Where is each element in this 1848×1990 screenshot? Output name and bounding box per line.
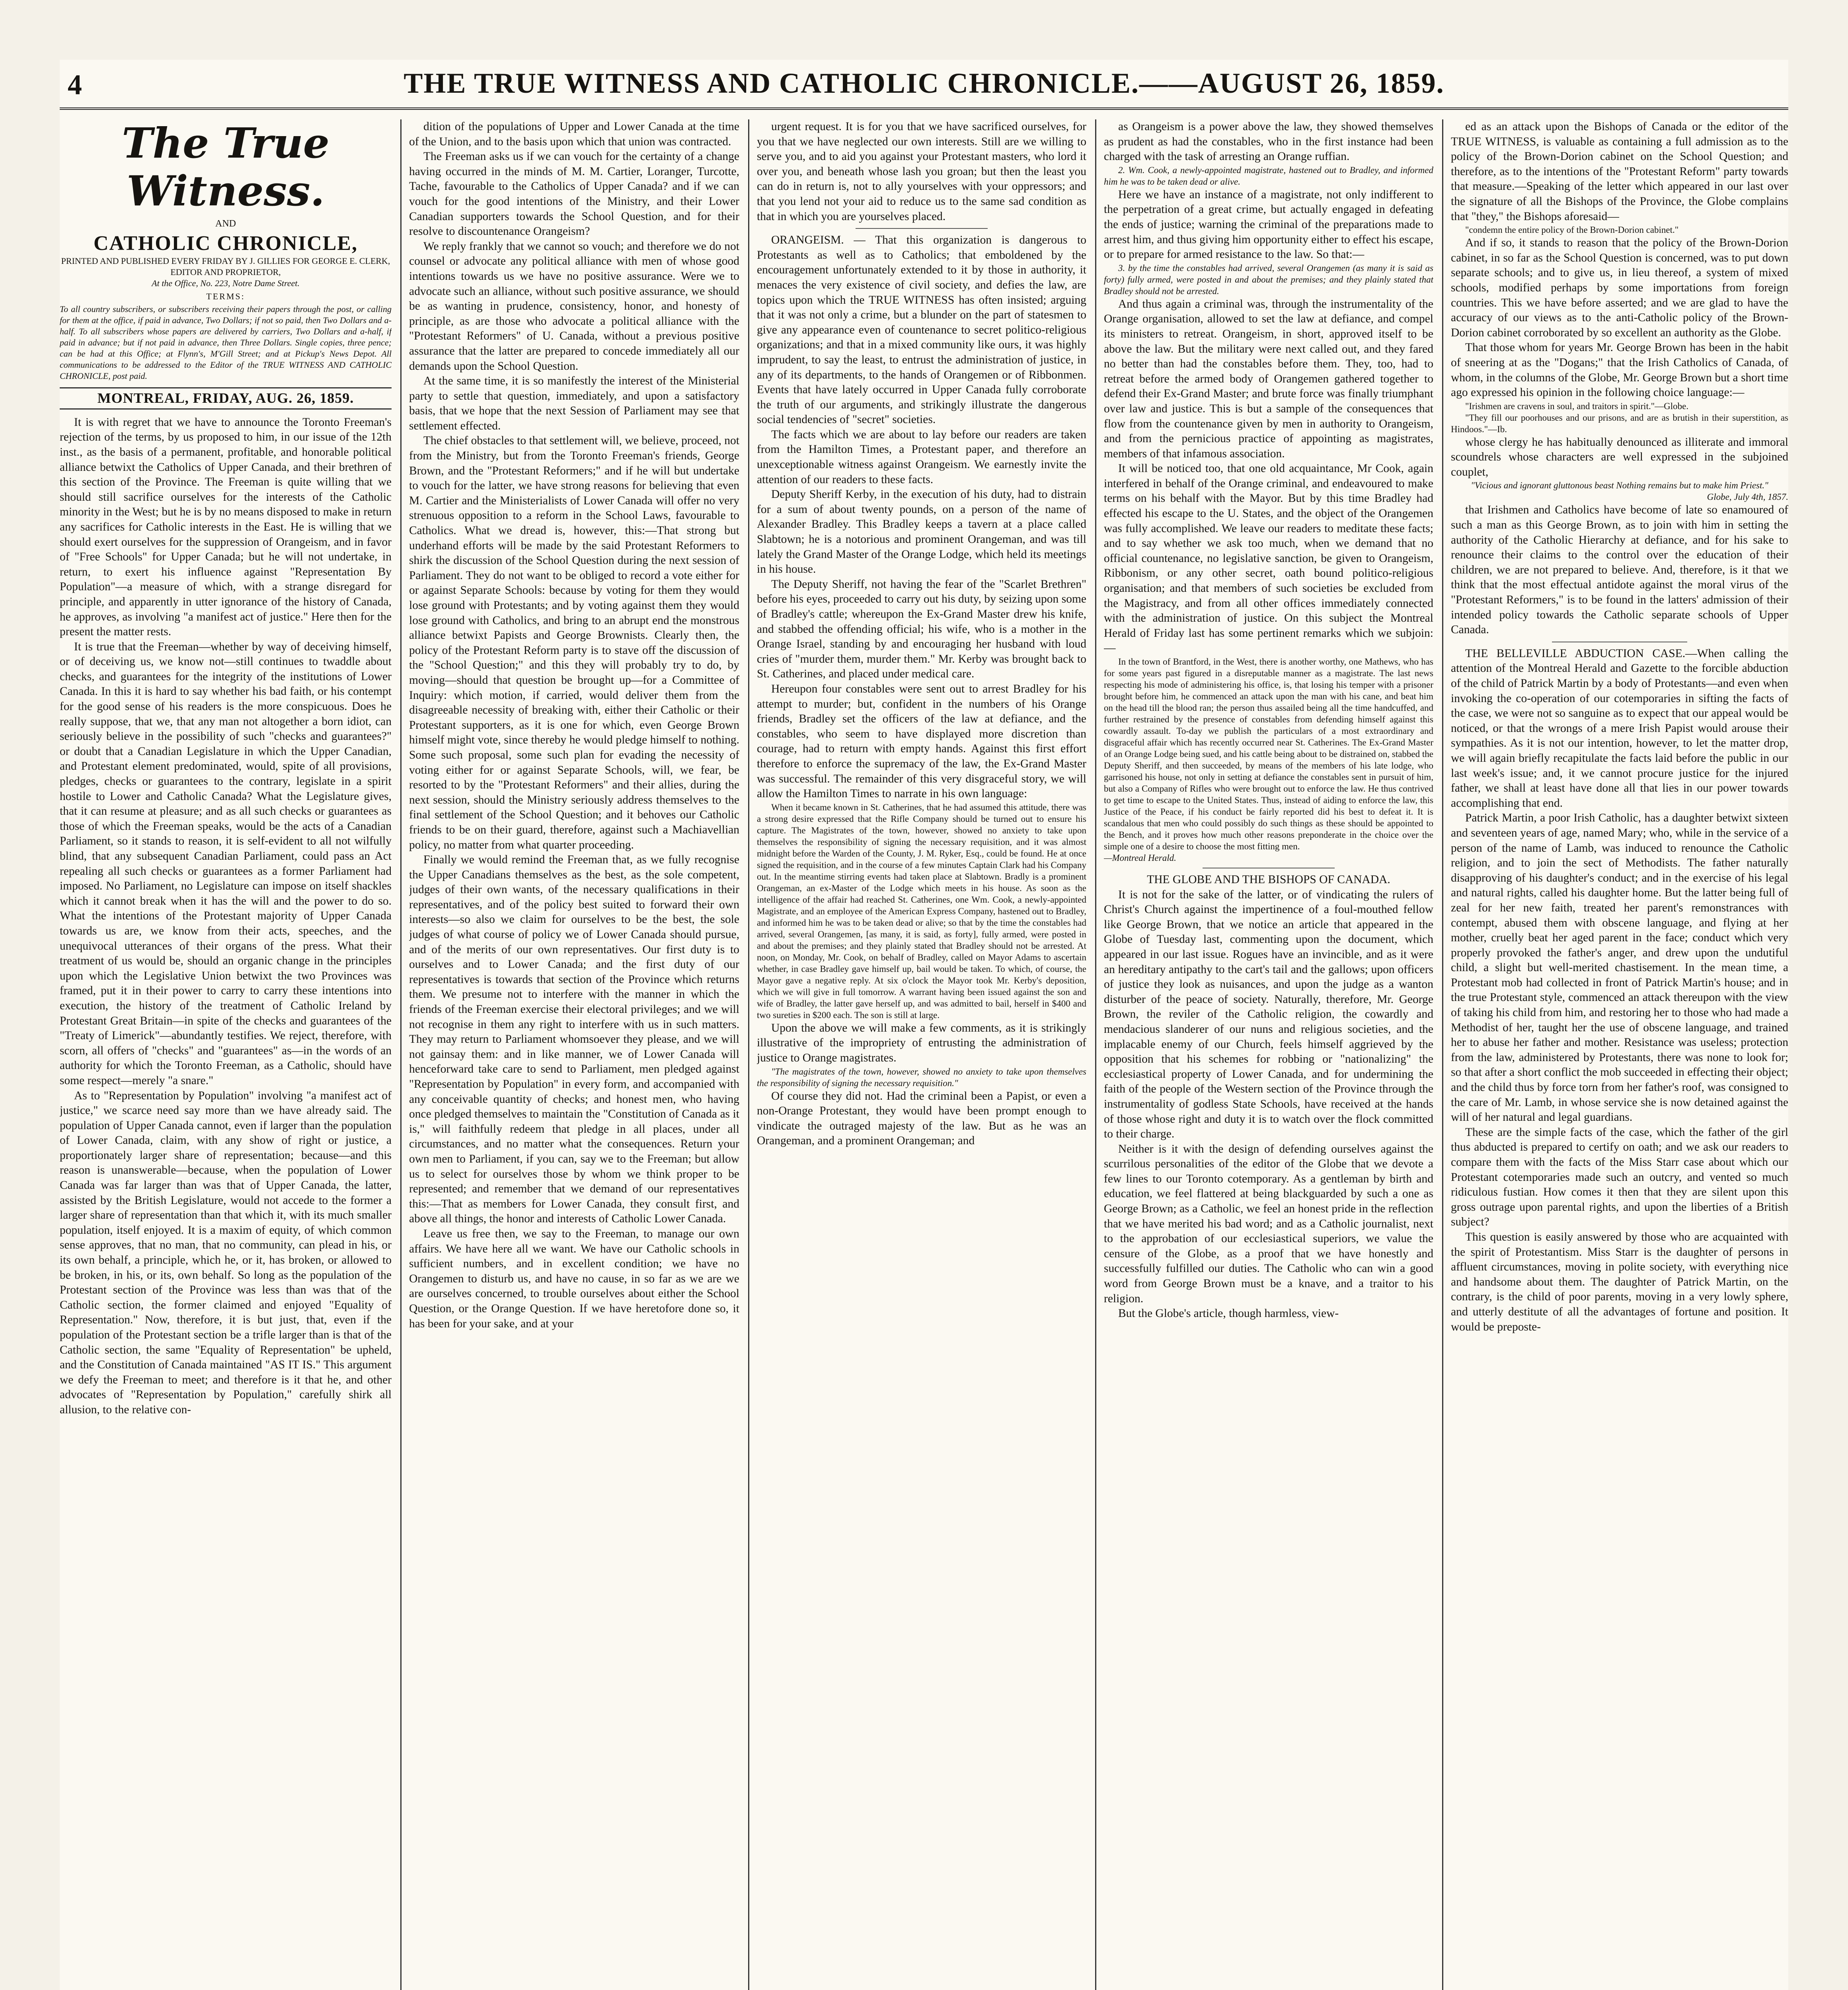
paragraph: The Freeman asks us if we can vouch for the certainty of a change having occurred in the minds of M. M. Cartier, Loranger, Turcotte, Tache, favourable to the Catholics of Upper Canada? and if we can vouch for the good intentions of the Ministry, and their Lower Canadian supporters towards the School Question, and for their resolve to discountenance Orangeism? [409,150,739,238]
paragraph: And if so, it stands to reason that the policy of the Brown-Dorion cabinet, in so far as the School Question is concerned, was to put down separate schools; and to give us, in lieu thereof, a system of mixed schools, modified perhaps by some importations from foreign countries. This we have before asserted; and we are glad to have the accuracy of our views as to the anti-Catholic policy of the Brown-Dorion cabinet corroborated by so excellent an authority as the Globe. [1451,236,1788,339]
paragraph: Leave us free then, we say to the Freeman, to manage our own affairs. We have here all we want. We have our Catholic schools in sufficient numbers, and in excellent condition; we have no Orangemen to disturb us, and have no cause, in so far as we are we are ourselves concerned, to trouble ourselves about either the School Question, or the Orange Question. If we have heretofore done so, it has been for your sake, and at your [409,1227,739,1330]
paragraph: It is with regret that we have to announce the Toronto Freeman's rejection of the terms, by us proposed to him, in our issue of the 12th inst., as the basis of a permanent, profitable, and honorable political alliance betwixt the Catholics of Upper Canada, and their brethren of this section of the Province. The Freeman is quite willing that we should still sacrifice ourselves for the interests of the Catholic minority in the West; but he is by no means disposed to make in return any sacrifices for Catholic interests in the East. He is willing that we should exert ourselves for the suppression of Orangeism, and in favor of "Free Schools" for Upper Canada; but he will not undertake, in return, to exert his influence against "Representation By Population"—a measure of which, with a strange disregard for principle, and apparently in utter ignorance of the history of Canada, he approves, as involving "a manifest act of justice." Here then for the present the matter rests. [60,416,392,638]
quoted-extract: "condemn the entire policy of the Brown-Dorion cabinet." [1465,225,1679,235]
paragraph: ORANGEISM. — That this organization is dangerous to Protestants as well as to Catholics; that emboldened by the encouragement unfortunately extended to it by those in authority, it menaces the very existence of civil society, and defies the law, are topics upon which the TRUE WITNESS has often insisted; arguing that it was not only a crime, but a blunder on the part of statesmen to give any appearance even of countenance to secret politico-religious organizations; and that in a mixed community like ours, it was highly imprudent, to say the least, to entrust the administration of justice, in any of its departments, to the hands of Orangemen or of Ribbonmen. Events that have lately occurred in Upper Canada fully corroborate the truth of our arguments, and strikingly illustrate the dangerous social tendencies of "secret" societies. [757,234,1086,426]
quoted-extract: 3. by the time the constables had arrived, several Orangemen (as many it is said as forty) fully armed, were posted in and about the premises; and they plainly stated that Bradley should not be arrested. [1104,263,1433,296]
divider [856,228,987,229]
page-header [60,60,1788,110]
paragraph: It is true that the Freeman—whether by way of deceiving himself, or of deceiving us, we know not—still continues to twaddle about checks, and guarantees for the integrity of the institutions of Lower Canada. In this it is hard to say whether his bad faith, or his contempt for the good sense of his readers is the more conspicuous. Does he really suppose, that we, that any man not altogether a born idiot, can seriously believe in the possibility of such "checks and guarantees?" or doubt that a Canadian Legislature in which the Upper Canadian, and Protestant element predominated, would, spite of all provisions, pledges, checks or guarantees to the contrary, legislate in a spirit hostile to Lower and Catholic Canada? What the Legislature gives, that it can resume at pleasure; and as all such checks or guarantees as those of which the Freeman speaks, would be the acts of a Canadian Parliament, so it stands to reason, it is self-evident to all not wilfully blind, that any subsequent Canadian Parliament, could pass an Act repealing all such checks or guarantees as a former Parliament had imposed. No Parliament, no Legislature can impose on itself shackles which it cannot break when it has the will and the power to do so. What the intentions of the Protestant majority of Upper Canada towards us are, we know from their acts, speeches, and the unequivocal utterances of their organs of the press. What their treatment of us would be, should an organic change in the principles upon which the Legislative Union betwixt the two Provinces was framed, put it in their power to carry to carry these intentions into execution, the history of the treatment of Catholic Ireland by Protestant Great Britain—in spite of the checks and guarantees of the "Treaty of Limerick"—abundantly testifies. We reject, therefore, with scorn, all offers of "checks" and "guarantees" as—in the words of an authority for which the Toronto Freeman, as a Catholic, should have some respect—merely "a snare." [60,640,392,1087]
paragraph: And thus again a criminal was, through the instrumentality of the Orange organisation, allowed to set the law at defiance, and compel its ministers to retreat. Orangeism, in short, approved itself to be above the law. But the military were next called out, and they fared no better than had the constables before them. They, too, had to retreat before the armed body of Orangemen gathered together to defend their Ex-Grand Master; and brute force was finally triumphant over law and justice. This is but a sample of the consequences that flow from the countenance given by men in authority to Orangeism, and from the pernicious practice of appointing as magistrates, members of that infamous association. [1104,297,1433,460]
paragraph: Of course they did not. Had the criminal been a Papist, or even a non-Orange Protestant, they would have been prompt enough to vindicate the outraged majesty of the law. But as he was an Orangeman, and a prominent Orangeman; and [757,1089,1086,1147]
paragraph: Deputy Sheriff Kerby, in the execution of his duty, had to distrain for a sum of about twenty pounds, on a person of the name of Alexander Bradley. This Bradley keeps a tavern at a place called Slabtown; he is a notorious and prominent Orangeman, and was till lately the Grand Master of the Orange Lodge, which held its meetings in his house. [757,488,1086,576]
quote-source: —Montreal Herald. [1104,853,1176,863]
terms-heading: TERMS: [206,291,245,301]
block-quote: When it became known in St. Catherines, that he had assumed this attitude, there was a strong desire expressed that the Rifle Company should be turned out to ensure his capture. The Magistrates of the town, however, showed no anxiety to take upon themselves the responsibility of signing the necessary requisition, and it was almost midnight before the Warden of the County, J. M. Ryker, Esq., could be found. He at once signed the requisition, and in the course of a few minutes Captain Clark had his Company out. In the meantime stirring events had taken place at Slabtown. Bradly is a prominent Orangeman, an ex-Master of the Lodge which meets in his house. As soon as the intelligence of the affair had reached St. Catherines, one Wm. Cook, a newly-appointed Magistrate, and an employee of the American Express Company, hastened out to Bradley, and informed him he was to be taken dead or alive; so that by the time the constables had arrived, several Orangemen, [as many, it is said, as forty], fully armed, were posted in and about the premises; and they plainly stated that Bradley should not be arrested. At noon, on Monday, Mr. Cook, on behalf of Bradley, called on Mayor Adams to ascertain whether, in case Bradley gave himself up, bail would be taken. To which, of course, the Mayor gave a negative reply. At six o'clock the Mayor took Mr. Kerby's deposition, which we will give in full tomorrow. A warrant having been issued against the son and wife of Bradley, the latter gave herself up, and was admitted to bail, herself in $400 and two sureties in $200 each. The son is still at large. [757,802,1086,1020]
masthead-publisher: PRINTED AND PUBLISHED EVERY FRIDAY BY J. GILLIES FOR GEORGE E. CLERK, EDITOR AND PROPRIETOR, [61,256,390,277]
paragraph: That those whom for years Mr. George Brown has been in the habit of sneering at as the "Dogans;" that the Irish Catholics of Canada, of whom, in the columns of the Globe, Mr. George Brown but a short time ago expressed his opinion in the following choice language:— [1451,341,1788,399]
couplet: "Vicious and ignorant gluttonous beast Nothing remains but to make him Priest." [1471,480,1768,491]
masthead-subtitle: CATHOLIC CHRONICLE, [93,232,358,255]
paragraph: Upon the above we will make a few comments, as it is strikingly illustrative of the impropriety of entrusting the administration of justice to Orange magistrates. [757,1021,1086,1064]
running-head: THE TRUE WITNESS AND CATHOLIC CHRONICLE.——AUGUST 26, 1859. [404,67,1444,99]
paragraph: Finally we would remind the Freeman that, as we fully recognise the Upper Canadians themselves as the best, as the sole competent, judges of their own wants, of the necessary qualifications in their representatives, and of the policy best suited to forward their own interests—so also we claim for ourselves to be the best, the sole judges of what course of policy we of Lower Canada should pursue, and of the merits of our own representatives. Our first duty is to ourselves and to Lower Canada; and the first duty of our representatives is towards that section of the Province which returns them. We presume not to interfere with the manner in which the friends of the Freeman exercise their electoral privileges; and we will not recognise in them any right to interfere with us in such matters. They may return to Parliament whomsoever they please, and we will not gainsay them: and in like manner, we of Lower Canada will henceforward take care to send to Parliament, men pledged against "Representation by Population" in every form, and accompanied with any conceivable quantity of checks; and honest men, who having once pledged themselves to maintain the "Constitution of Canada as it is," will faithfully redeem that pledge in all places, under all circumstances, and no matter what the consequences. Return your own men to Parliament, if you can, say we to the Freeman; but allow us to select for ourselves those by whom we think proper to be represented; and remember that we demand of our representatives this:—That as members for Lower Canada, they consult first, and above all things, the honor and interests of Catholic Lower Canada. [409,853,739,1225]
paragraph: But the Globe's article, though harmless, view- [1118,1307,1339,1320]
paragraph: Hereupon four constables were sent out to arrest Bradley for his attempt to murder; but, confident in the numbers of his Orange friends, Bradley set the officers of the law at defiance, and the constables, who seem to have displayed more discretion than courage, had to return with empty hands. Against this first effort therefore to enforce the supremacy of the law, the Ex-Grand Master was successful. The remainder of this very disgraceful story, we will allow the Hamilton Times to narrate in his own language: [757,682,1086,800]
masthead [60,119,392,410]
column-4 [1104,119,1433,1990]
column-2 [409,119,739,1990]
newspaper-page [60,60,1788,1990]
paragraph: that Irishmen and Catholics have become of late so enamoured of such a man as this George Brown, as to join with him in setting the authority of the Catholic Hierarchy at defiance, and for his sake to renounce their claims to the control over the education of their children, we are not prepared to believe. And, therefore, is it that we think that the most effectual antidote against the moral virus of the "Protestant Reformers," is to be found in the latters' admission of their intended policy towards the Catholic separate schools of Upper Canada. [1451,503,1788,636]
paragraph: Here we have an instance of a magistrate, not only indifferent to the perpetration of a great crime, but actually engaged in defeating the ends of justice; warning the criminal of the preparations made to arrest him, and thus giving him opportunity either to effect his escape, or to prepare for armed resistance to the law. So that:— [1104,188,1433,261]
page-number: 4 [68,69,82,101]
paragraph: At the same time, it is so manifestly the interest of the Ministerial party to settle that question, immediately, and upon a satisfactory basis, that we hope that the next Session of Parliament may see that settlement effected. [409,375,739,432]
column-5 [1451,119,1788,1990]
paragraph: dition of the populations of Upper and Lower Canada at the time of the Union, and to the basis upon which that union was contracted. [409,120,739,148]
quoted-extract: "Irishmen are cravens in soul, and traitors in spirit."—Globe. [1465,401,1689,411]
paragraph: The facts which we are about to lay before our readers are taken from the Hamilton Times, a Protestant paper, and therefore an unexceptionable witness against Orangeism. We earnestly invite the attention of our readers to these facts. [757,428,1086,486]
columns [60,119,1788,1990]
paragraph: This question is easily answered by those who are acquainted with the spirit of Protestantism. Miss Starr is the daughter of persons in affluent circumstances, moving in polite society, with everything nice and handsome about them. The daughter of Patrick Martin, on the contrary, is the child of poor parents, moving in a very lowly sphere, and utterly destitute of all the advantages of fortune and position. It would be preposte- [1451,1230,1788,1333]
masthead-and: AND [215,219,236,229]
paragraph: These are the simple facts of the case, which the father of the girl thus abducted is prepared to certify on oath; and we ask our readers to compare them with the facts of the Miss Starr case about which our Protestant cotemporaries made such an outcry, and vented so much ridiculous fustian. How comes it then that they are silent upon this gross outrage upon parental rights, and upon the liberties of a British subject? [1451,1126,1788,1229]
quoted-extract: "They fill our poorhouses and our prisons, and are as brutish in their superstition, as Hindoos."—Ib. [1451,412,1788,434]
paragraph: urgent request. It is for you that we have sacrificed ourselves, for you that we have neglected our own interests. Still are we willing to serve you, and to aid you against your Protestant masters, who lord it over you, and beneath whose lash you groan; but then the least you can do in return is, not to ally yourselves with your oppressors; and that you lend not your aid to reduce us to the same sad condition as that in which you are yourselves placed. [757,120,1086,223]
couplet-source: Globe, July 4th, 1857. [1707,492,1788,502]
column-1 [60,119,392,1990]
paragraph: Patrick Martin, a poor Irish Catholic, has a daughter betwixt sixteen and seventeen years of age, named Mary; who, while in the service of a person of the name of Lamb, was induced to renounce the Catholic religion, and to join the sect of Methodists. The father naturally disapproving of his daughter's conduct; and in the exercise of his legal and natural rights, called his daughter home. But the latter being full of zeal for her new faith, treated her parent's remonstrances with contempt, abused them with obscene language, and flying at her mother, cruelly beat her aged parent in the face; conduct which very properly provoked the father's anger, and drew upon the undutiful child, a slight but well-merited chastisement. In the mean time, a Protestant mob had collected in front of Patrick Martin's house; and in the true Protestant style, commenced an attack thereupon with the view of taking his child from him, and restoring her to those who had made a Methodist of her, taught her the use of obscene language, and trained her to abuse her father and mother. Resistance was useless; protection from the law, administered by Protestants, there was none to look for; so that after a short conflict the mob succeeded in effecting their object; and the child thus by force torn from her father's roof, was consigned to the care of Mr. Lamb, in whose service she is now detained against the will of her natural and legal guardians. [1451,812,1788,1124]
paragraph: THE BELLEVILLE ABDUCTION CASE.—When calling the attention of the Montreal Herald and Gazette to the forcible abduction of the child of Patrick Martin by a body of Protestants—and even when invoking the co-operation of our cotemporaries in sifting the facts of the case, we were not so sanguine as to expect that our appeal would be noticed, or that the wrongs of a mere Irish Papist would arouse their sympathies. As it is not our intention, however, to let the matter drop, we will again briefly recapitulate the facts laid before the public in our last week's issue; and, it we cannot procure justice for the injured father, we shall at least have done all that lies in our power towards accomplishing that end. [1451,647,1788,810]
paragraph: whose clergy he has habitually denounced as illiterate and immoral scoundrels whose characters are well expressed in the subjoined couplet, [1451,435,1788,478]
paragraph: Neither is it with the design of defending ourselves against the scurrilous personalities of the editor of the Globe that we devote a few lines to our Toronto cotemporary. As a gentleman by birth and education, we feel flattered at being blackguarded by such a one as George Brown; as a Catholic, we feel an honest pride in the reflection that we have merited his bad word; and as a Catholic journalist, next to the approbation of our ecclesiastical superiors, we value the censure of the Globe, as a proof that we have honestly and successfully fulfilled our duties. The Catholic who can win a good word from George Brown must be a knave, and a traitor to his religion. [1104,1142,1433,1305]
paragraph: as Orangeism is a power above the law, they showed themselves as prudent as had the constables, who in the first instance had been charged with the task of arresting an Orange ruffian. [1104,120,1433,163]
quoted-extract: 2. Wm. Cook, a newly-appointed magistrate, hastened out to Bradley, and informed him he was to be taken dead or alive. [1104,165,1433,187]
paragraph: ed as an attack upon the Bishops of Canada or the editor of the TRUE WITNESS, is valuable as containing a full admission as to the policy of the Brown-Dorion cabinet on the School Question; and therefore, as to the intentions of the "Protestant Reform" party towards that measure.—Speaking of the letter which appeared in our last over the signature of all the Bishops of the Province, the Globe complains that "they," the Bishops aforesaid— [1451,120,1788,223]
block-quote: In the town of Brantford, in the West, there is another worthy, one Mathews, who has for some years past figured in a disreputable manner as a magistrate. The last news respecting his mode of administering his office, is, that losing his temper with a prisoner brought before him, he commenced an attack upon the man with his cane, and beat him on the head till the blood ran; the person thus assailed being all the time handcuffed, and further restrained by the presence of constables from defending himself against this cowardly assault. To-day we publish the particulars of a most extraordinary and disgraceful affair which has recently occurred near St. Catherines. The Ex-Grand Master of an Orange Lodge being sued, and his cattle being about to be distrained on, stabbed the Deputy Sheriff, and then succeeded, by means of the members of his late lodge, who garrisoned his house, not only in setting at defiance the constables sent in pursuit of him, but also a Company of Rifles who were brought out to enforce the law. He thus contrived to get time to escape to the United States. Thus, instead of aiding to enforce the law, this Justice of the Peace, if his conduct be fairly reported did his best to defeat it. It is scandalous that men who could possibly do such things as these should be appointed to the Bench, and it proves how much other reasons preponderate in the choice over the simple one of a desire to choose the most fitting men. [1104,657,1433,851]
masthead-title: The True Witness. [122,119,329,215]
quoted-extract: "The magistrates of the town, however, showed no anxiety to take upon themselves the responsibility of signing the necessary requisition." [757,1066,1086,1088]
paragraph: As to "Representation by Population" involving "a manifest act of justice," we scarce need say more than we have already said. The population of Upper Canada cannot, even if larger than the population of Lower Canada, claim, with any show of right or justice, a proportionately larger share of representation; because—and this reason is unanswerable—because, when the population of Lower Canada was far larger than was that of Upper Canada, the latter, assisted by the British Legislature, would not accede to the former a larger share of representation than that which it, with its much smaller population, itself enjoyed. It is a maxim of equity, of which common sense approves, that no man, that no community, can plead in his, or its own behalf, a principle, which he, or it, has broken, or allowed to be broken, in his, or its, own behalf. So long as the population of the Protestant section of the Province was less than was that of the Catholic section, the former claimed and enjoyed "Equality of Representation." Now, therefore, it is but just, that, even if the population of the Protestant section be a trifle larger than is that of the Catholic section, the same "Equality of Representation" be upheld, and the Constitution of Canada maintained "AS IT IS." This argument we defy the Freeman to meet; and therefore is it that he, and other advocates of "Representation by Population," carefully shirk all allusion, to the relative con- [60,1089,392,1416]
section-heading: THE GLOBE AND THE BISHOPS OF CANADA. [1147,873,1390,886]
paragraph: The Deputy Sheriff, not having the fear of the "Scarlet Brethren" before his eyes, proceeded to carry out his duty, by seizing upon some of Bradley's cattle; whereupon the Ex-Grand Master drew his knife, and stabbed the offending official; his wife, who is a mother in the Orange Israel, standing by and encouraging her husband with loud cries of "murder them, murder them." Mr. Kerby was brought back to St. Catherines, and placed under medical care. [757,577,1086,681]
paragraph: The chief obstacles to that settlement will, we believe, proceed, not from the Ministry, but from the Toronto Freeman's friends, George Brown, and the "Protestant Reformers;" and if he will but undertake to vouch for the latter, we have strong reasons for believing that even M. Cartier and the Ministerialists of Lower Canada will offer no very strenuous opposition to a reform in the School Laws, favourable to Catholics. What we dread is, however, this:—That strong but underhand efforts will be made by the said Protestant Reformers to shirk the discussion of the School Question during the next session of Parliament. They do not want to be obliged to record a vote either for or against Separate Schools: because by voting for them they would lose ground with Protestants; and by voting against them they would lose ground with Catholics, and bring to an abrupt end the monstrous alliance betwixt Papists and George Brownists. Clearly then, the policy of the Protestant Reform party is to stave off the discussion of the "School Question;" and this they will probably try to do, by moving—should that question be brought up—for a Committee of Inquiry: which motion, if carried, would deliver them from the disagreeable necessity of breaking with, either their Catholic or their Protestant supporters, as it is one for which, even George Brown himself might vote, since thereby he would pledge himself to nothing. Some such proposal, some such plan for evading the necessity of voting either for or against Separate Schools, will, we fear, be resorted to by the "Protestant Reformers" and their allies, during the next session, should the Ministry seriously address themselves to the final settlement of the School Question; and it behoves our Catholic friends to be on their guard, therefore, against such a Machiavellian policy, no matter from what quarter proceeding. [409,434,739,851]
paragraph: It is not for the sake of the latter, or of vindicating the rulers of Christ's Church against the impertinence of a foul-mouthed fellow like George Brown, that we notice an article that appeared in the Globe of Tuesday last, commenting upon the document, which appeared in our last issue. Rogues have an invincible, and as it were an hereditary antipathy to the cart's tail and the gallows; upon officers of justice they look as nuisances, and upon the judge as a wanton disturber of the peace of society. Naturally, therefore, Mr. George Brown, the reviler of the Catholic religion, the cowardly and mendacious slanderer of our nuns and religious societies, and the implacable enemy of our Church, feels himself aggrieved by the opposition that his schemes for robbing or "nationalizing" the ecclesiastical property of Lower Canada, and for undermining the faith of the people of the Western section of the Province through the instrumentality of godless State Schools, have received at the hands of those whose right and duty it is to watch over the flock committed to their charge. [1104,888,1433,1141]
paragraph: It will be noticed too, that one old acquaintance, Mr Cook, again interfered in behalf of the Orange criminal, and endeavoured to make terms on his behalf with the Mayor. But by this time Bradley had effected his escape to the U. States, and the object of the Orangemen was fully accomplished. We leave our readers to meditate these facts; and to say whether we ask too much, when we demand that no official countenance, no legislative sanction, be given to Orangeism, Ribbonism, or any other secret, oath bound politico-religious organisation; and that members of such societies be excluded from the Magistracy, and from all other offices immediately connected with the administration of justice. On this subject the Montreal Herald of Friday last has some pertinent remarks which we subjoin:— [1104,462,1433,655]
paragraph: We reply frankly that we cannot so vouch; and therefore we do not counsel or advocate any political alliance with men of whose good intentions towards us we have no positive assurance. Were we to advocate such an alliance, without such positive assurance, we should be as wanting in prudence, consistency, honor, and honesty of principle, as are those who advocate a political alliance with the "Protestant Reformers" of U. Canada, without a previous positive assurance that the latter are prepared to concede immediately all our demands upon the School Question. [409,240,739,373]
terms-text: To all country subscribers, or subscribers receiving their papers through the post, or calling for them at the office, if paid in advance, Two Dollars; if not so paid, then Two Dollars and a-half. To all subscribers whose papers are delivered by carriers, Two Dollars and a-half, if paid in advance; but if not paid in advance, then Three Dollars. Single copies, three pence; can be had at this Office; at Flynn's, M'Gill Street; and at Pickup's News Depot. All communications to be addressed to the Editor of the TRUE WITNESS AND CATHOLIC CHRONICLE, post paid. [60,304,392,381]
column-3 [757,119,1086,1990]
dateline: MONTREAL, FRIDAY, AUG. 26, 1859. [60,387,392,410]
masthead-office: At the Office, No. 223, Notre Dame Street. [152,278,300,288]
